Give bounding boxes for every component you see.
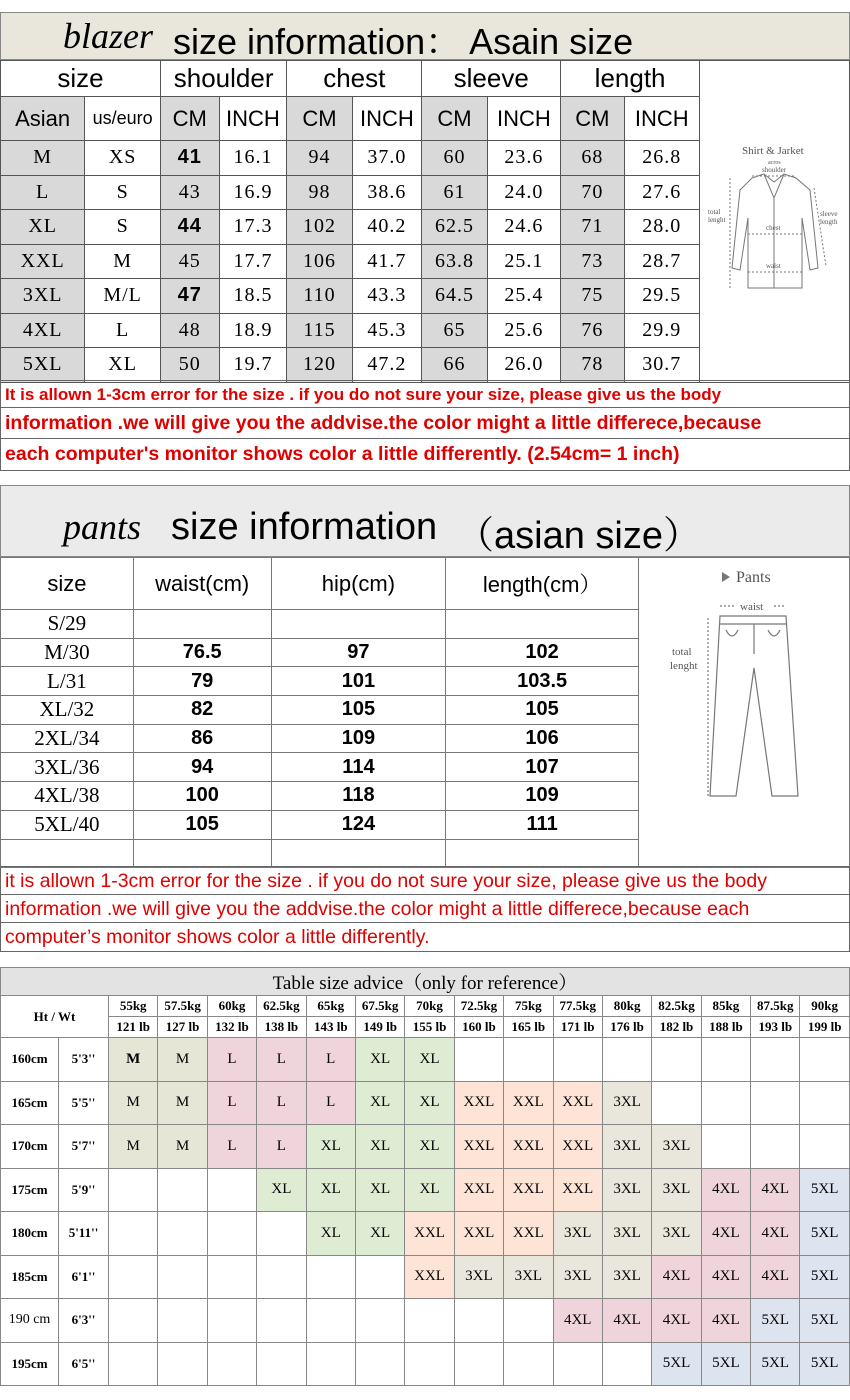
pants-header-size: size [1,558,134,610]
size-advice-cell [405,1299,454,1343]
weight-lb-header: 193 lb [751,1017,800,1038]
svg-text:waist: waist [739,601,764,613]
size-advice-cell: L [306,1038,355,1082]
size-advice-cell: 3XL [652,1212,701,1256]
size-advice-cell [553,1342,602,1386]
size-advice-cell: XXL [454,1212,503,1256]
pants-pointer-icon [722,572,730,582]
size-advice-cell: 3XL [602,1081,651,1125]
height-cm: 195cm [1,1342,59,1386]
weight-kg-header: 65kg [306,996,355,1017]
weight-kg-header: 67.5kg [355,996,404,1017]
size-advice-cell [504,1038,553,1082]
height-ft: 6'5'' [59,1342,109,1386]
blazer-row: L S 43 16.9 98 38.6 61 24.0 70 27.6 [1,175,850,210]
size-advice-cell [701,1081,750,1125]
pants-size-table [0,557,850,868]
pants-title-paren: （asian size） [456,515,701,557]
height-cm: 160cm [1,1038,59,1082]
size-advice-cell [602,1038,651,1082]
weight-kg-header: 72.5kg [454,996,503,1017]
svg-text:shoulder: shoulder [761,165,786,174]
shirt-diagram [702,138,848,298]
weight-kg-header: 77.5kg [553,996,602,1017]
weight-kg-header: 60kg [207,996,256,1017]
size-advice-cell [751,1038,800,1082]
size-advice-cell [207,1255,256,1299]
weight-lb-header: 160 lb [454,1017,503,1038]
size-advice-cell [306,1255,355,1299]
svg-text:waist: waist [765,261,781,270]
size-advice-cell: 3XL [602,1212,651,1256]
size-advice-cell [454,1038,503,1082]
size-advice-cell [257,1255,306,1299]
size-advice-cell: M [109,1038,158,1082]
size-advice-cell [207,1168,256,1212]
subheader-asian: Asian [1,97,85,141]
blazer-row: 3XL M/L 47 18.5 110 43.3 64.5 25.4 75 29.5 [1,279,850,314]
size-advice-cell: XXL [504,1212,553,1256]
size-advice-cell [109,1168,158,1212]
pants-note-line: it is allown 1-3cm error for the size . if you do not sure your size, please give us the body [1,867,849,895]
size-advice-cell: 4XL [701,1212,750,1256]
size-advice-cell: XL [405,1125,454,1169]
size-advice-cell: XL [355,1081,404,1125]
pants-row: 4XL/38 100 118 109 [1,782,850,811]
advice-row [1,1168,850,1212]
weight-lb-header: 165 lb [504,1017,553,1038]
weight-kg-header: 57.5kg [158,996,207,1017]
weight-lb-header: 199 lb [800,1017,849,1038]
pants-notes [0,866,850,952]
size-advice-cell [652,1081,701,1125]
advice-title: Table size advice（only for reference） [1,968,850,996]
size-advice-cell: XL [355,1038,404,1082]
advice-row [1,1038,850,1082]
size-advice-cell: XXL [454,1081,503,1125]
svg-text:total: total [671,646,692,658]
weight-lb-header: 182 lb [652,1017,701,1038]
size-advice-cell: 3XL [652,1168,701,1212]
group-header-chest: chest [287,61,422,97]
size-advice-cell: 4XL [701,1168,750,1212]
size-advice-cell [751,1081,800,1125]
blazer-notes [0,380,850,471]
blazer-row: 5XL XL 50 19.7 120 47.2 66 26.0 78 30.7 [1,348,850,383]
size-advice-cell [207,1342,256,1386]
weight-lb-header: 138 lb [257,1017,306,1038]
blazer-note-line: each computer's monitor shows color a little differently. (2.54cm= 1 inch) [5,443,680,465]
blazer-size-table [0,60,850,383]
size-advice-cell: 5XL [751,1342,800,1386]
size-advice-cell [355,1342,404,1386]
size-advice-cell [800,1081,849,1125]
pants-row: 5XL/40 105 124 111 [1,810,850,839]
weight-kg-header: 82.5kg [652,996,701,1017]
pants-title-bar [0,485,850,557]
pants-row: XL/32 82 105 105 [1,696,850,725]
size-advice-cell: 5XL [800,1212,849,1256]
size-advice-cell: 5XL [800,1299,849,1343]
blazer-note-line: It is allown 1-3cm error for the size . if you do not sure your size, please give us the body [1,381,849,408]
size-advice-cell: 5XL [800,1342,849,1386]
size-advice-cell [701,1038,750,1082]
pants-diagram-cell [638,558,849,868]
weight-kg-header: 85kg [701,996,750,1017]
pants-row: L/31 79 101 103.5 [1,667,850,696]
size-advice-cell [504,1342,553,1386]
size-advice-cell [158,1299,207,1343]
size-advice-cell: XXL [405,1212,454,1256]
group-header-length: length [561,61,700,97]
size-advice-cell: 4XL [652,1255,701,1299]
subheader-us-euro: us/euro [85,97,161,141]
height-cm: 180cm [1,1212,59,1256]
ht-wt-label: Ht / Wt [1,996,109,1038]
height-ft: 5'5'' [59,1081,109,1125]
subheader-chest-cm: CM [287,97,352,141]
size-advice-cell [504,1299,553,1343]
pants-diagram-title: Pants [735,569,771,586]
height-ft: 6'1'' [59,1255,109,1299]
height-cm: 170cm [1,1125,59,1169]
svg-text:sleeve: sleeve [819,209,837,218]
size-advice-table [0,967,850,1386]
size-advice-cell: XXL [504,1081,553,1125]
pants-row: 3XL/36 94 114 107 [1,753,850,782]
size-advice-cell: XL [405,1081,454,1125]
size-advice-cell: 4XL [751,1212,800,1256]
height-cm: 190 cm [1,1299,59,1343]
size-advice-cell: 4XL [652,1299,701,1343]
subheader-sleeve-inch: INCH [487,97,561,141]
size-advice-cell: L [207,1081,256,1125]
size-advice-cell [602,1342,651,1386]
subheader-length-cm: CM [561,97,624,141]
height-ft: 5'11'' [59,1212,109,1256]
pants-row: 2XL/34 86 109 106 [1,724,850,753]
size-advice-cell: L [257,1081,306,1125]
weight-kg-header: 70kg [405,996,454,1017]
size-advice-cell: 4XL [751,1255,800,1299]
size-advice-cell [109,1342,158,1386]
size-advice-cell [257,1342,306,1386]
advice-row [1,1255,850,1299]
size-advice-cell: 4XL [553,1299,602,1343]
height-ft: 5'3'' [59,1038,109,1082]
advice-row [1,1299,850,1343]
size-advice-cell: 3XL [454,1255,503,1299]
size-advice-cell [158,1342,207,1386]
size-advice-cell: 5XL [751,1299,800,1343]
size-advice-cell [306,1342,355,1386]
size-advice-cell [800,1125,849,1169]
size-advice-cell: L [207,1125,256,1169]
weight-lb-header: 149 lb [355,1017,404,1038]
size-advice-cell: M [109,1081,158,1125]
height-cm: 185cm [1,1255,59,1299]
size-advice-cell [751,1125,800,1169]
subheader-chest-inch: INCH [352,97,422,141]
size-advice-cell [306,1299,355,1343]
group-header-size: size [1,61,161,97]
weight-lb-header: 121 lb [109,1017,158,1038]
size-advice-cell: 3XL [553,1212,602,1256]
svg-text:length: length [819,217,837,226]
pants-row: M/30 76.5 97 102 [1,638,850,667]
size-advice-cell: 3XL [602,1168,651,1212]
size-advice-cell: 4XL [701,1299,750,1343]
size-advice-cell [158,1255,207,1299]
size-advice-cell [652,1038,701,1082]
size-advice-cell: 3XL [602,1125,651,1169]
size-advice-cell: XXL [504,1125,553,1169]
blazer-title-main: size information： Asain size [173,21,634,62]
size-advice-cell: L [257,1125,306,1169]
blazer-row: XXL M 45 17.7 106 41.7 63.8 25.1 73 28.7 [1,244,850,279]
weight-lb-header: 171 lb [553,1017,602,1038]
weight-lb-header: 143 lb [306,1017,355,1038]
size-advice-cell: M [158,1081,207,1125]
blazer-title-bar [0,12,850,60]
blazer-row: XL S 44 17.3 102 40.2 62.5 24.6 71 28.0 [1,210,850,245]
weight-kg-header: 55kg [109,996,158,1017]
size-advice-cell [355,1255,404,1299]
size-advice-cell: XL [355,1168,404,1212]
advice-row [1,1081,850,1125]
svg-text:chest: chest [765,223,780,232]
size-advice-cell [800,1038,849,1082]
pants-diagram [640,558,848,808]
size-advice-cell: XXL [454,1125,503,1169]
group-header-shoulder: shoulder [160,61,286,97]
size-advice-cell: XXL [553,1125,602,1169]
svg-text:lenght: lenght [669,660,698,672]
svg-text:acros: acros [767,159,781,166]
size-advice-cell: XXL [553,1168,602,1212]
pants-header-length: length(cm） [446,558,639,610]
size-advice-cell: XL [306,1212,355,1256]
size-advice-cell: L [207,1038,256,1082]
size-advice-cell: 4XL [701,1255,750,1299]
size-advice-cell: XXL [504,1168,553,1212]
subheader-shoulder-cm: CM [160,97,219,141]
pants-title-italic: pants [63,507,142,547]
advice-row [1,1212,850,1256]
advice-row [1,1342,850,1386]
pants-note-line: information .we will give you the addvise.the color might a little differece,because each [1,895,849,923]
size-advice-cell [257,1299,306,1343]
weight-lb-header: 176 lb [602,1017,651,1038]
size-advice-cell: 3XL [602,1255,651,1299]
weight-kg-header: 62.5kg [257,996,306,1017]
size-advice-cell: 3XL [504,1255,553,1299]
size-advice-cell: XL [306,1125,355,1169]
size-advice-cell: XL [355,1125,404,1169]
height-cm: 175cm [1,1168,59,1212]
advice-row [1,1125,850,1169]
size-advice-cell: M [158,1125,207,1169]
weight-lb-header: 127 lb [158,1017,207,1038]
size-advice-cell: M [109,1125,158,1169]
subheader-shoulder-inch: INCH [219,97,287,141]
blazer-note-line: information .we will give you the addvise.the color might a little differece,because [1,408,849,439]
shirt-diagram-cell [700,61,850,383]
size-advice-cell: XL [257,1168,306,1212]
pants-note-line: computer’s monitor shows color a little differently. [5,926,430,948]
pants-title-main: size information [171,506,438,548]
pants-row: S/29 [1,610,850,639]
size-advice-cell [109,1255,158,1299]
weight-kg-header: 80kg [602,996,651,1017]
size-advice-cell: M [158,1038,207,1082]
size-advice-cell [109,1212,158,1256]
size-advice-cell [207,1299,256,1343]
weight-lb-header: 132 lb [207,1017,256,1038]
blazer-title-italic: blazer [63,16,153,56]
height-ft: 5'9'' [59,1168,109,1212]
size-advice-cell: XXL [405,1255,454,1299]
blazer-row: M XS 41 16.1 94 37.0 60 23.6 68 26.8 [1,141,850,176]
size-advice-cell: 4XL [602,1299,651,1343]
group-header-sleeve: sleeve [422,61,561,97]
weight-kg-header: 87.5kg [751,996,800,1017]
svg-text:total: total [707,207,720,216]
height-cm: 165cm [1,1081,59,1125]
size-advice-cell [257,1212,306,1256]
weight-kg-header: 90kg [800,996,849,1017]
size-advice-cell: XL [405,1038,454,1082]
weight-lb-header: 188 lb [701,1017,750,1038]
weight-kg-header: 75kg [504,996,553,1017]
weight-lb-header: 155 lb [405,1017,454,1038]
size-advice-cell [553,1038,602,1082]
height-ft: 6'3'' [59,1299,109,1343]
size-advice-cell: 5XL [701,1342,750,1386]
size-advice-cell [355,1299,404,1343]
size-advice-cell: XL [355,1212,404,1256]
size-advice-cell: 3XL [553,1255,602,1299]
size-advice-cell [207,1212,256,1256]
size-advice-cell: 5XL [800,1168,849,1212]
size-advice-cell [701,1125,750,1169]
subheader-length-inch: INCH [624,97,700,141]
height-ft: 5'7'' [59,1125,109,1169]
size-advice-cell [109,1299,158,1343]
size-advice-cell [454,1299,503,1343]
subheader-sleeve-cm: CM [422,97,487,141]
size-advice-cell: 4XL [751,1168,800,1212]
size-advice-cell: L [306,1081,355,1125]
size-advice-cell: XXL [454,1168,503,1212]
size-advice-cell: XXL [553,1081,602,1125]
size-advice-cell: 3XL [652,1125,701,1169]
pants-header-hip: hip(cm) [271,558,446,610]
size-advice-cell: 5XL [652,1342,701,1386]
size-advice-cell: XL [405,1168,454,1212]
size-advice-cell [158,1212,207,1256]
size-advice-cell: L [257,1038,306,1082]
svg-text:lenght: lenght [707,215,725,224]
size-advice-cell: 5XL [800,1255,849,1299]
pants-header-waist: waist(cm) [133,558,271,610]
size-advice-cell [454,1342,503,1386]
shirt-diagram-title: Shirt & Jarket [741,144,804,157]
size-advice-cell [158,1168,207,1212]
size-advice-cell [405,1342,454,1386]
blazer-row: 4XL L 48 18.9 115 45.3 65 25.6 76 29.9 [1,313,850,348]
size-advice-cell: XL [306,1168,355,1212]
